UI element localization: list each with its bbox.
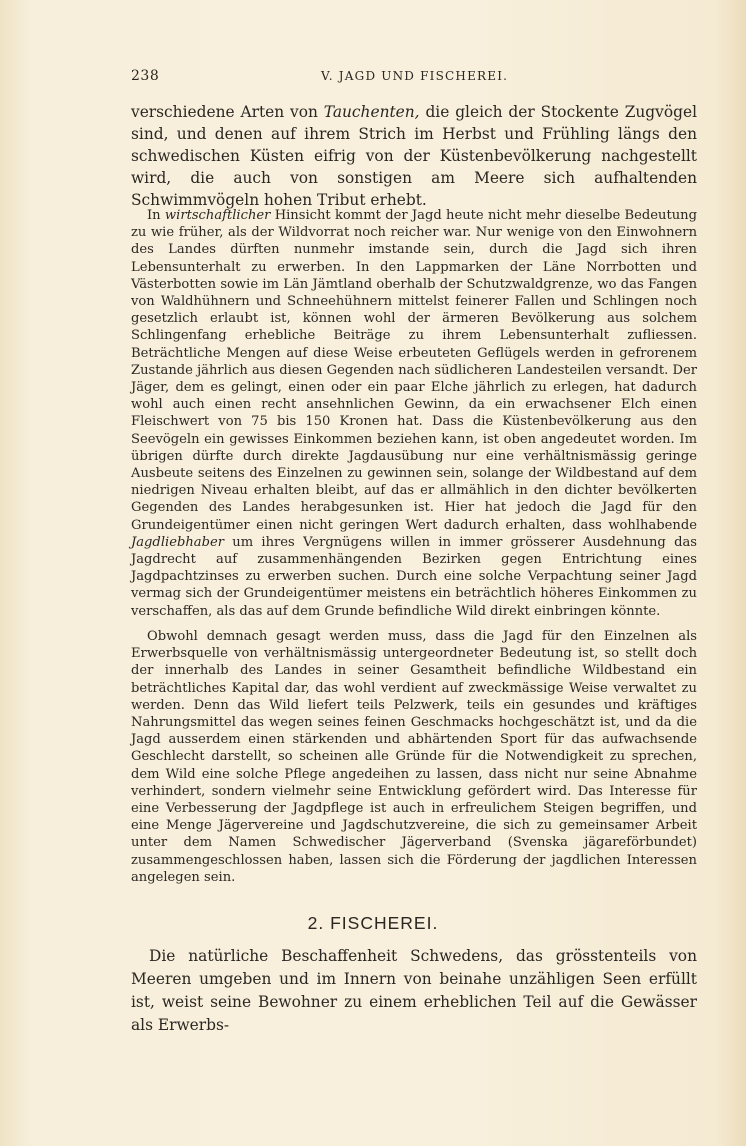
- page-header: [131, 68, 697, 88]
- paragraph-fischerei: Die natürliche Beschaffenheit Schwedens, das grösstenteils von Meeren umgeben und im Innern von beinahe unzähligen Seen erfüllt ist, weist seine Bewohner zu einem erheblichen Teil auf die Gewässer als Erwerbs-: [131, 947, 697, 1034]
- running-head: V. JAGD UND FISCHEREI.: [321, 69, 509, 83]
- paragraph-wildbestand: Obwohl demnach gesagt werden muss, dass die Jagd für den Einzelnen als Erwerbsquelle von verhältnismässig untergeordneter Bedeutung ist, so stellt doch der innerhalb des Landes in seiner Gesamtheit befindliche Wildbestand ein beträchtliches Kapital dar, das wohl verdient auf zweckmässige Weise verwaltet zu werden. Denn das Wild liefert teils Pelzwerk, teils ein gesundes und kräftiges Nahrungsmittel das wegen seines feinen Geschmacks hochgeschätzt ist, und da die Jagd ausserdem einen stärkenden und abhärtenden Sport für das aufwachsende Geschlecht darstellt, so scheinen alle Gründe für die Notwendigkeit zu sprechen, dem Wild eine solche Pflege angedeihen zu lassen, dass nicht nur seine Abnahme verhindert, sondern vielmehr seine Entwicklung gefördert wird. Das Interesse für eine Verbesserung der Jagdpflege ist auch in erfreulichem Steigen begriffen, und eine Menge Jägervereine und Jagdschutzvereine, die sich zu gemeinsamer Arbeit unter dem Namen Schwedischer Jägerverband (Svenska jägareförbundet) zusammengeschlossen haben, lassen sich die Förderung der jagdlichen Interessen angelegen sein.: [131, 629, 697, 885]
- paragraph-tauchenten: verschiedene Arten von Tauchenten, die gleich der Stockente Zugvögel sind, und denen auf ihrem Strich im Herbst und Frühling längs den schwedischen Küsten eifrig von der Küstenbevölkerung nachgestellt wird, die auch von sonstigen am Meere sich aufhaltenden Schwimmvögeln hohen Tribut erhebt.: [131, 103, 698, 210]
- section-title: 2. FISCHEREI.: [307, 913, 439, 933]
- paragraph-wirtschaft: In wirtschaftlicher Hinsicht kommt der Jagd heute nicht mehr dieselbe Bedeutung zu wie früher, als der Wildvorrat noch reicher war. Nur wenige von den Einwohnern des Landes dürften nunmehr imstande sein, durch die Jagd sich ihren Lebensunterhalt zu erwerben. In den Lappmarken der Läne Norrbotten und Västerbotten sowie im Län Jämtland oberhalb der Schutzwaldgrenze, wo das Fangen von Waldhühnern und Schneehühnern mittelst feinerer Fallen und Schlingen noch gesetzlich erlaubt ist, können wohl der ärmeren Bevölkerung aus solchem Schlingenfang erhebliche Beiträge zu ihrem Lebensunterhalt zufliessen. Beträchtliche Mengen auf diese Weise erbeuteten Geflügels werden in gefrorenem Zustande jährlich aus diesen Gegenden nach südlicheren Landesteilen versandt. Der Jäger, dem es gelingt, einen oder ein paar Elche jährlich zu erlegen, hat dadurch wohl auch einen recht ansehnlichen Gewinn, da ein erwachsener Elch einen Fleischwert von 75 bis 150 Kronen hat. Dass die Küstenbevölkerung aus den Seevögeln ein gewisses Einkommen beziehen kann, ist oben angedeutet worden. Im übrigen dürfte durch direkte Jagdausübung nur eine verhältnismässig geringe Ausbeute seitens des Einzelnen zu gewinnen sein, solange der Wildbestand auf dem niedrigen Niveau erhalten bleibt, auf das er allmählich in den dichter bevölkerten Gegenden des Landes herabgesunken ist. Hier hat jedoch die Jagd für den Grundeigentümer einen nicht geringen Wert dadurch erhalten, dass wohlhabende Jagdliebhaber um ihres Vergnügens willen in immer grösserer Ausdehnung das Jagdrecht auf zusammenhängenden Bezirken gegen Entrichtung eines Jagdpachtzinses zu erwerben suchen. Durch eine solche Verpachtung seiner Jagd vermag sich der Grundeigentümer meistens ein beträchtlich höheres Einkommen zu verschaffen, als das auf dem Grunde befindliche Wild direkt einbringen könnte.: [131, 208, 697, 619]
- page-number: 238: [131, 68, 160, 84]
